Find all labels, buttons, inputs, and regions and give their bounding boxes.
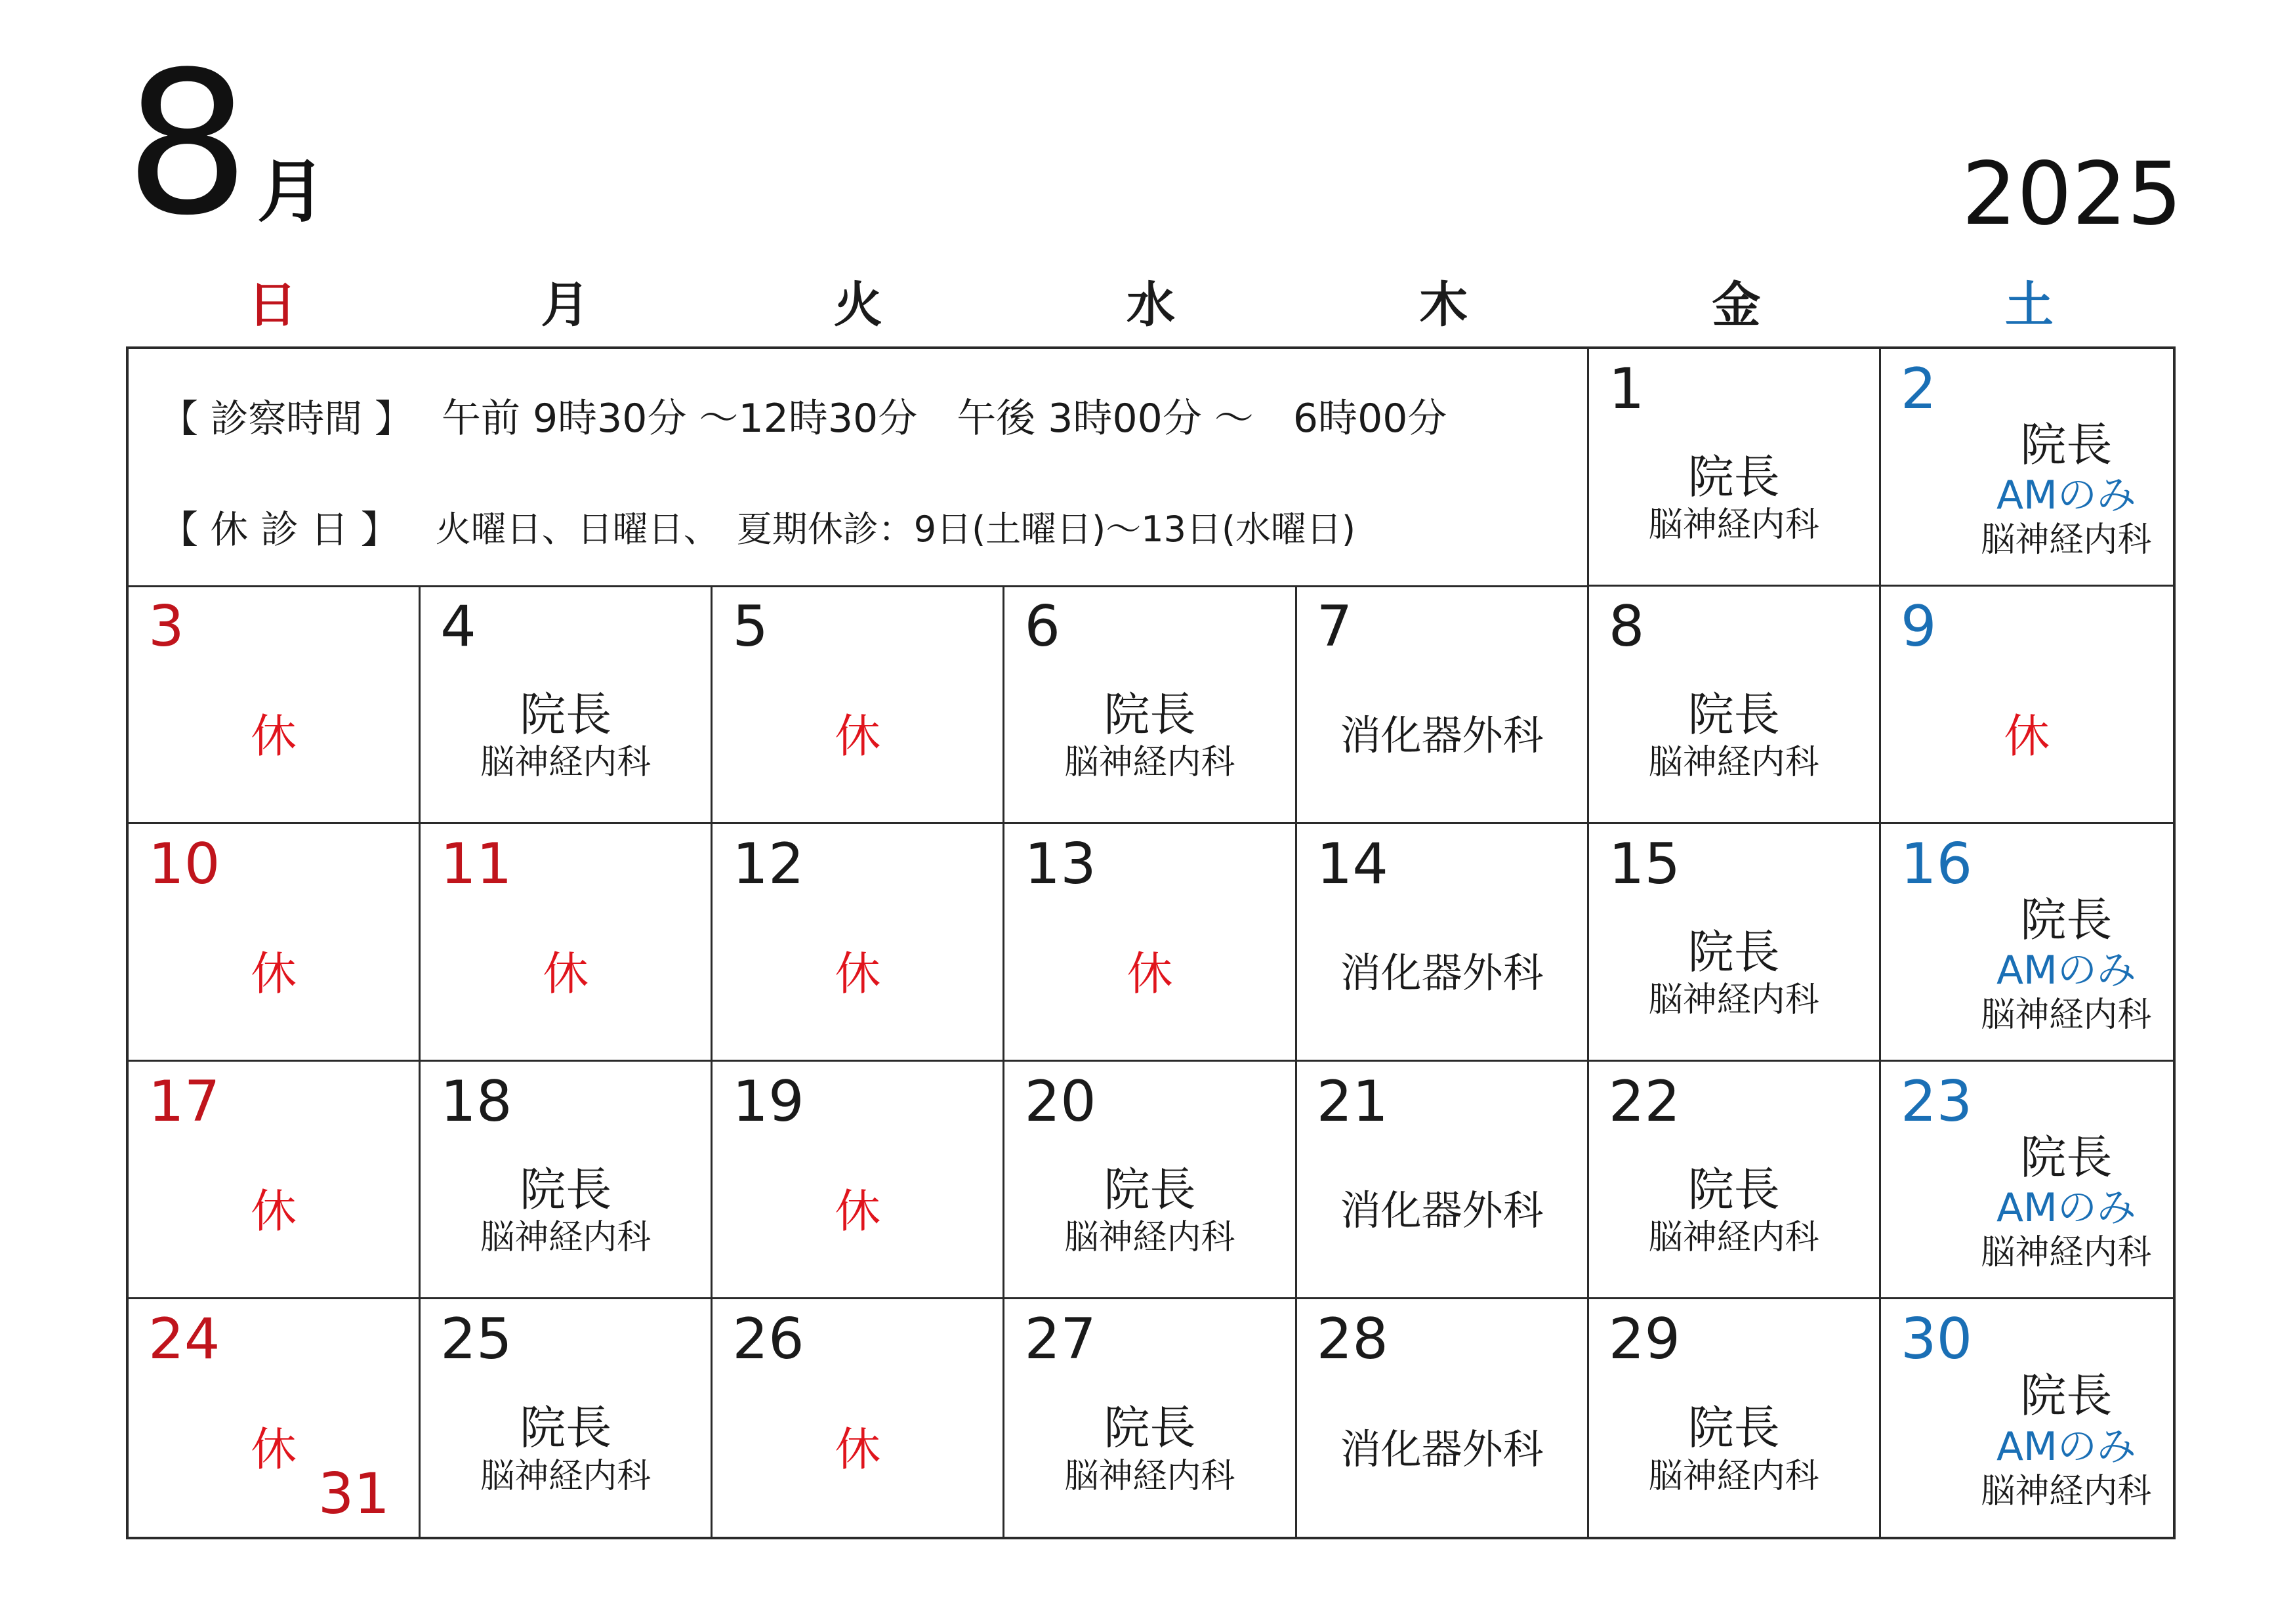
department-label: 消化器外科 [1340, 1186, 1544, 1235]
day-number: 8 [1608, 594, 1645, 659]
day-cell-7 [1297, 587, 1589, 824]
day-schedule [421, 1371, 711, 1528]
department-label: 脳神経内科 [1064, 743, 1235, 783]
doctor-label: 院長 [520, 1162, 612, 1217]
doctor-label: 院長 [1687, 1401, 1780, 1455]
consultation-hours-label: 【 診察時間 】 [160, 396, 413, 441]
closed-mark: 休 [251, 709, 297, 763]
day-cell-10 [129, 824, 421, 1062]
day-number: 24 [148, 1306, 220, 1372]
day-schedule [1297, 896, 1587, 1051]
am-only-label: AMのみ [1996, 947, 2136, 994]
day-cell-19 [713, 1062, 1004, 1299]
doctor-label: 院長 [520, 1401, 612, 1455]
department-label: 消化器外科 [1340, 1425, 1544, 1473]
consultation-hours-row [160, 387, 1447, 444]
day-number: 21 [1316, 1069, 1388, 1135]
day-schedule [421, 1134, 711, 1288]
day-schedule [1004, 896, 1294, 1051]
day-cell-21 [1297, 1062, 1589, 1299]
department-label: 脳神経内科 [1981, 1233, 2152, 1273]
day-cell-8 [1589, 587, 1881, 824]
day-cell-2 [1881, 349, 2173, 587]
closed-mark: 休 [835, 946, 881, 1001]
day-schedule [1589, 1134, 1879, 1288]
day-schedule [1589, 421, 1879, 575]
department-label: 脳神経内科 [1648, 505, 1819, 545]
day-schedule [713, 896, 1003, 1051]
day-number: 15 [1608, 831, 1681, 897]
doctor-label: 院長 [1104, 687, 1196, 741]
day-number: 25 [440, 1306, 512, 1372]
year-label: 2025 [1962, 144, 2182, 245]
weekday-thursday: 木 [1419, 277, 1468, 333]
day-number: 27 [1024, 1306, 1096, 1372]
day-cell-4 [421, 587, 713, 824]
day-schedule [1004, 659, 1294, 813]
department-label: 脳神経内科 [1648, 743, 1819, 783]
weekday-saturday: 土 [2004, 277, 2054, 333]
day-number: 7 [1316, 594, 1353, 659]
day-number: 1 [1608, 356, 1645, 422]
weekday-tuesday: 火 [833, 277, 882, 333]
day-number: 18 [440, 1069, 512, 1135]
day-number: 2 [1900, 356, 1937, 422]
department-label: 脳神経内科 [480, 743, 651, 783]
day-schedule [1297, 1134, 1587, 1288]
doctor-label: 院長 [1687, 925, 1780, 979]
doctor-label: 院長 [1104, 1162, 1196, 1217]
day-number: 6 [1024, 594, 1061, 659]
day-schedule [421, 659, 711, 813]
day-cell-20 [1004, 1062, 1296, 1299]
weekday-sunday: 日 [248, 277, 297, 333]
day-number: 5 [732, 594, 768, 659]
day-cell-12 [713, 824, 1004, 1062]
day-cell-29 [1589, 1299, 1881, 1537]
day-cell-6 [1004, 587, 1296, 824]
day-schedule [1297, 659, 1587, 813]
department-label: 脳神経内科 [1064, 1218, 1235, 1258]
day-schedule [1960, 1117, 2173, 1288]
day-number: 11 [440, 831, 512, 897]
closed-mark: 休 [835, 1423, 881, 1476]
day-schedule [1004, 1371, 1294, 1528]
day-number: 16 [1900, 831, 1973, 897]
closed-mark: 休 [1127, 946, 1173, 1001]
day-schedule [713, 1371, 1003, 1528]
department-label: 消化器外科 [1340, 711, 1544, 760]
department-label: 脳神経内科 [1981, 1471, 2152, 1511]
day-schedule [1589, 1371, 1879, 1528]
day-number: 17 [148, 1069, 220, 1135]
doctor-label: 院長 [1104, 1401, 1196, 1455]
day-cell-18 [421, 1062, 713, 1299]
department-label: 脳神経内科 [1648, 980, 1819, 1020]
day-schedule [1589, 896, 1879, 1051]
day-cell-11 [421, 824, 713, 1062]
department-label: 消化器外科 [1340, 949, 1544, 997]
day-number: 14 [1316, 831, 1388, 897]
day-number: 13 [1024, 831, 1096, 897]
am-only-label: AMのみ [1996, 1185, 2136, 1232]
day-number: 28 [1316, 1306, 1388, 1372]
doctor-label: 院長 [2020, 892, 2113, 947]
closed-days-text: 火曜日、日曜日、 夏期休診：9日(土曜日)～13日(水曜日) [435, 508, 1356, 550]
day-number: 22 [1608, 1069, 1681, 1135]
closed-mark: 休 [2004, 709, 2050, 763]
day-cell-22 [1589, 1062, 1881, 1299]
closed-mark: 休 [251, 946, 297, 1001]
day-cell-28 [1297, 1299, 1589, 1537]
day-cell-25 [421, 1299, 713, 1537]
day-cell-5 [713, 587, 1004, 824]
day-cell-1 [1589, 349, 1881, 587]
day-cell-13 [1004, 824, 1296, 1062]
day-number: 10 [148, 831, 220, 897]
day-number: 3 [148, 594, 184, 659]
am-only-label: AMのみ [1996, 1423, 2136, 1470]
day-schedule [1960, 1354, 2173, 1528]
day-cell-17 [129, 1062, 421, 1299]
calendar-grid [126, 346, 2176, 1539]
day-schedule [713, 659, 1003, 813]
closed-days-label: 【 休 診 日 】 [160, 507, 399, 552]
closed-mark: 休 [835, 1184, 881, 1238]
day-cell-15 [1589, 824, 1881, 1062]
doctor-label: 院長 [1687, 687, 1780, 741]
department-label: 脳神経内科 [480, 1218, 651, 1258]
doctor-label: 院長 [2020, 1130, 2113, 1184]
day-number: 4 [440, 594, 476, 659]
day-schedule [1960, 879, 2173, 1051]
day-number: 20 [1024, 1069, 1096, 1135]
doctor-label: 院長 [2020, 1369, 2113, 1423]
department-label: 脳神経内科 [1981, 520, 2152, 560]
day-number: 23 [1900, 1069, 1973, 1135]
day-cell-16 [1881, 824, 2173, 1062]
clinic-info-panel [129, 349, 1589, 587]
closed-mark: 休 [251, 1423, 297, 1476]
day-cell-23 [1881, 1062, 2173, 1299]
closed-days-row [160, 499, 1355, 554]
day-schedule [1589, 659, 1879, 813]
weekday-friday: 金 [1712, 277, 1761, 333]
day-schedule [1004, 1134, 1294, 1288]
doctor-label: 院長 [1687, 449, 1780, 504]
day-schedule [1960, 404, 2173, 575]
day-cell-26 [713, 1299, 1004, 1537]
day-cell-30 [1881, 1299, 2173, 1537]
day-cell-3 [129, 587, 421, 824]
day-number: 30 [1900, 1306, 1973, 1372]
closed-mark: 休 [835, 709, 881, 763]
consultation-hours-text: 午前 9時30分 ～12時30分 午後 3時00分 ～ 6時00分 [441, 396, 1447, 442]
closed-mark: 休 [543, 946, 589, 1001]
day-number-overflow: 31 [318, 1461, 390, 1527]
day-schedule [1297, 1371, 1587, 1528]
day-schedule [421, 896, 711, 1051]
department-label: 脳神経内科 [1981, 995, 2152, 1035]
day-number: 19 [732, 1069, 804, 1135]
day-schedule [129, 1371, 419, 1528]
am-only-label: AMのみ [1996, 472, 2136, 519]
day-cell-27 [1004, 1299, 1296, 1537]
day-schedule [129, 896, 419, 1051]
department-label: 脳神経内科 [1064, 1456, 1235, 1496]
day-cell-14 [1297, 824, 1589, 1062]
day-schedule [129, 1134, 419, 1288]
day-number: 12 [732, 831, 804, 897]
day-number: 29 [1608, 1306, 1681, 1372]
closed-mark: 休 [251, 1184, 297, 1238]
month-label: 月 [257, 152, 326, 232]
doctor-label: 院長 [1687, 1162, 1780, 1217]
doctor-label: 院長 [2020, 417, 2113, 472]
department-label: 脳神経内科 [1648, 1456, 1819, 1496]
department-label: 脳神経内科 [480, 1456, 651, 1496]
day-number: 9 [1900, 594, 1937, 659]
weekday-monday: 月 [541, 277, 590, 333]
month-number: 8 [125, 30, 250, 259]
weekday-header [126, 269, 2176, 341]
day-schedule [713, 1134, 1003, 1288]
day-schedule [1881, 659, 2173, 813]
day-number: 26 [732, 1306, 804, 1372]
day-cell-9 [1881, 587, 2173, 824]
day-schedule [129, 659, 419, 813]
department-label: 脳神経内科 [1648, 1218, 1819, 1258]
day-cell-24 [129, 1299, 421, 1537]
doctor-label: 院長 [520, 687, 612, 741]
weekday-wednesday: 水 [1126, 277, 1175, 333]
